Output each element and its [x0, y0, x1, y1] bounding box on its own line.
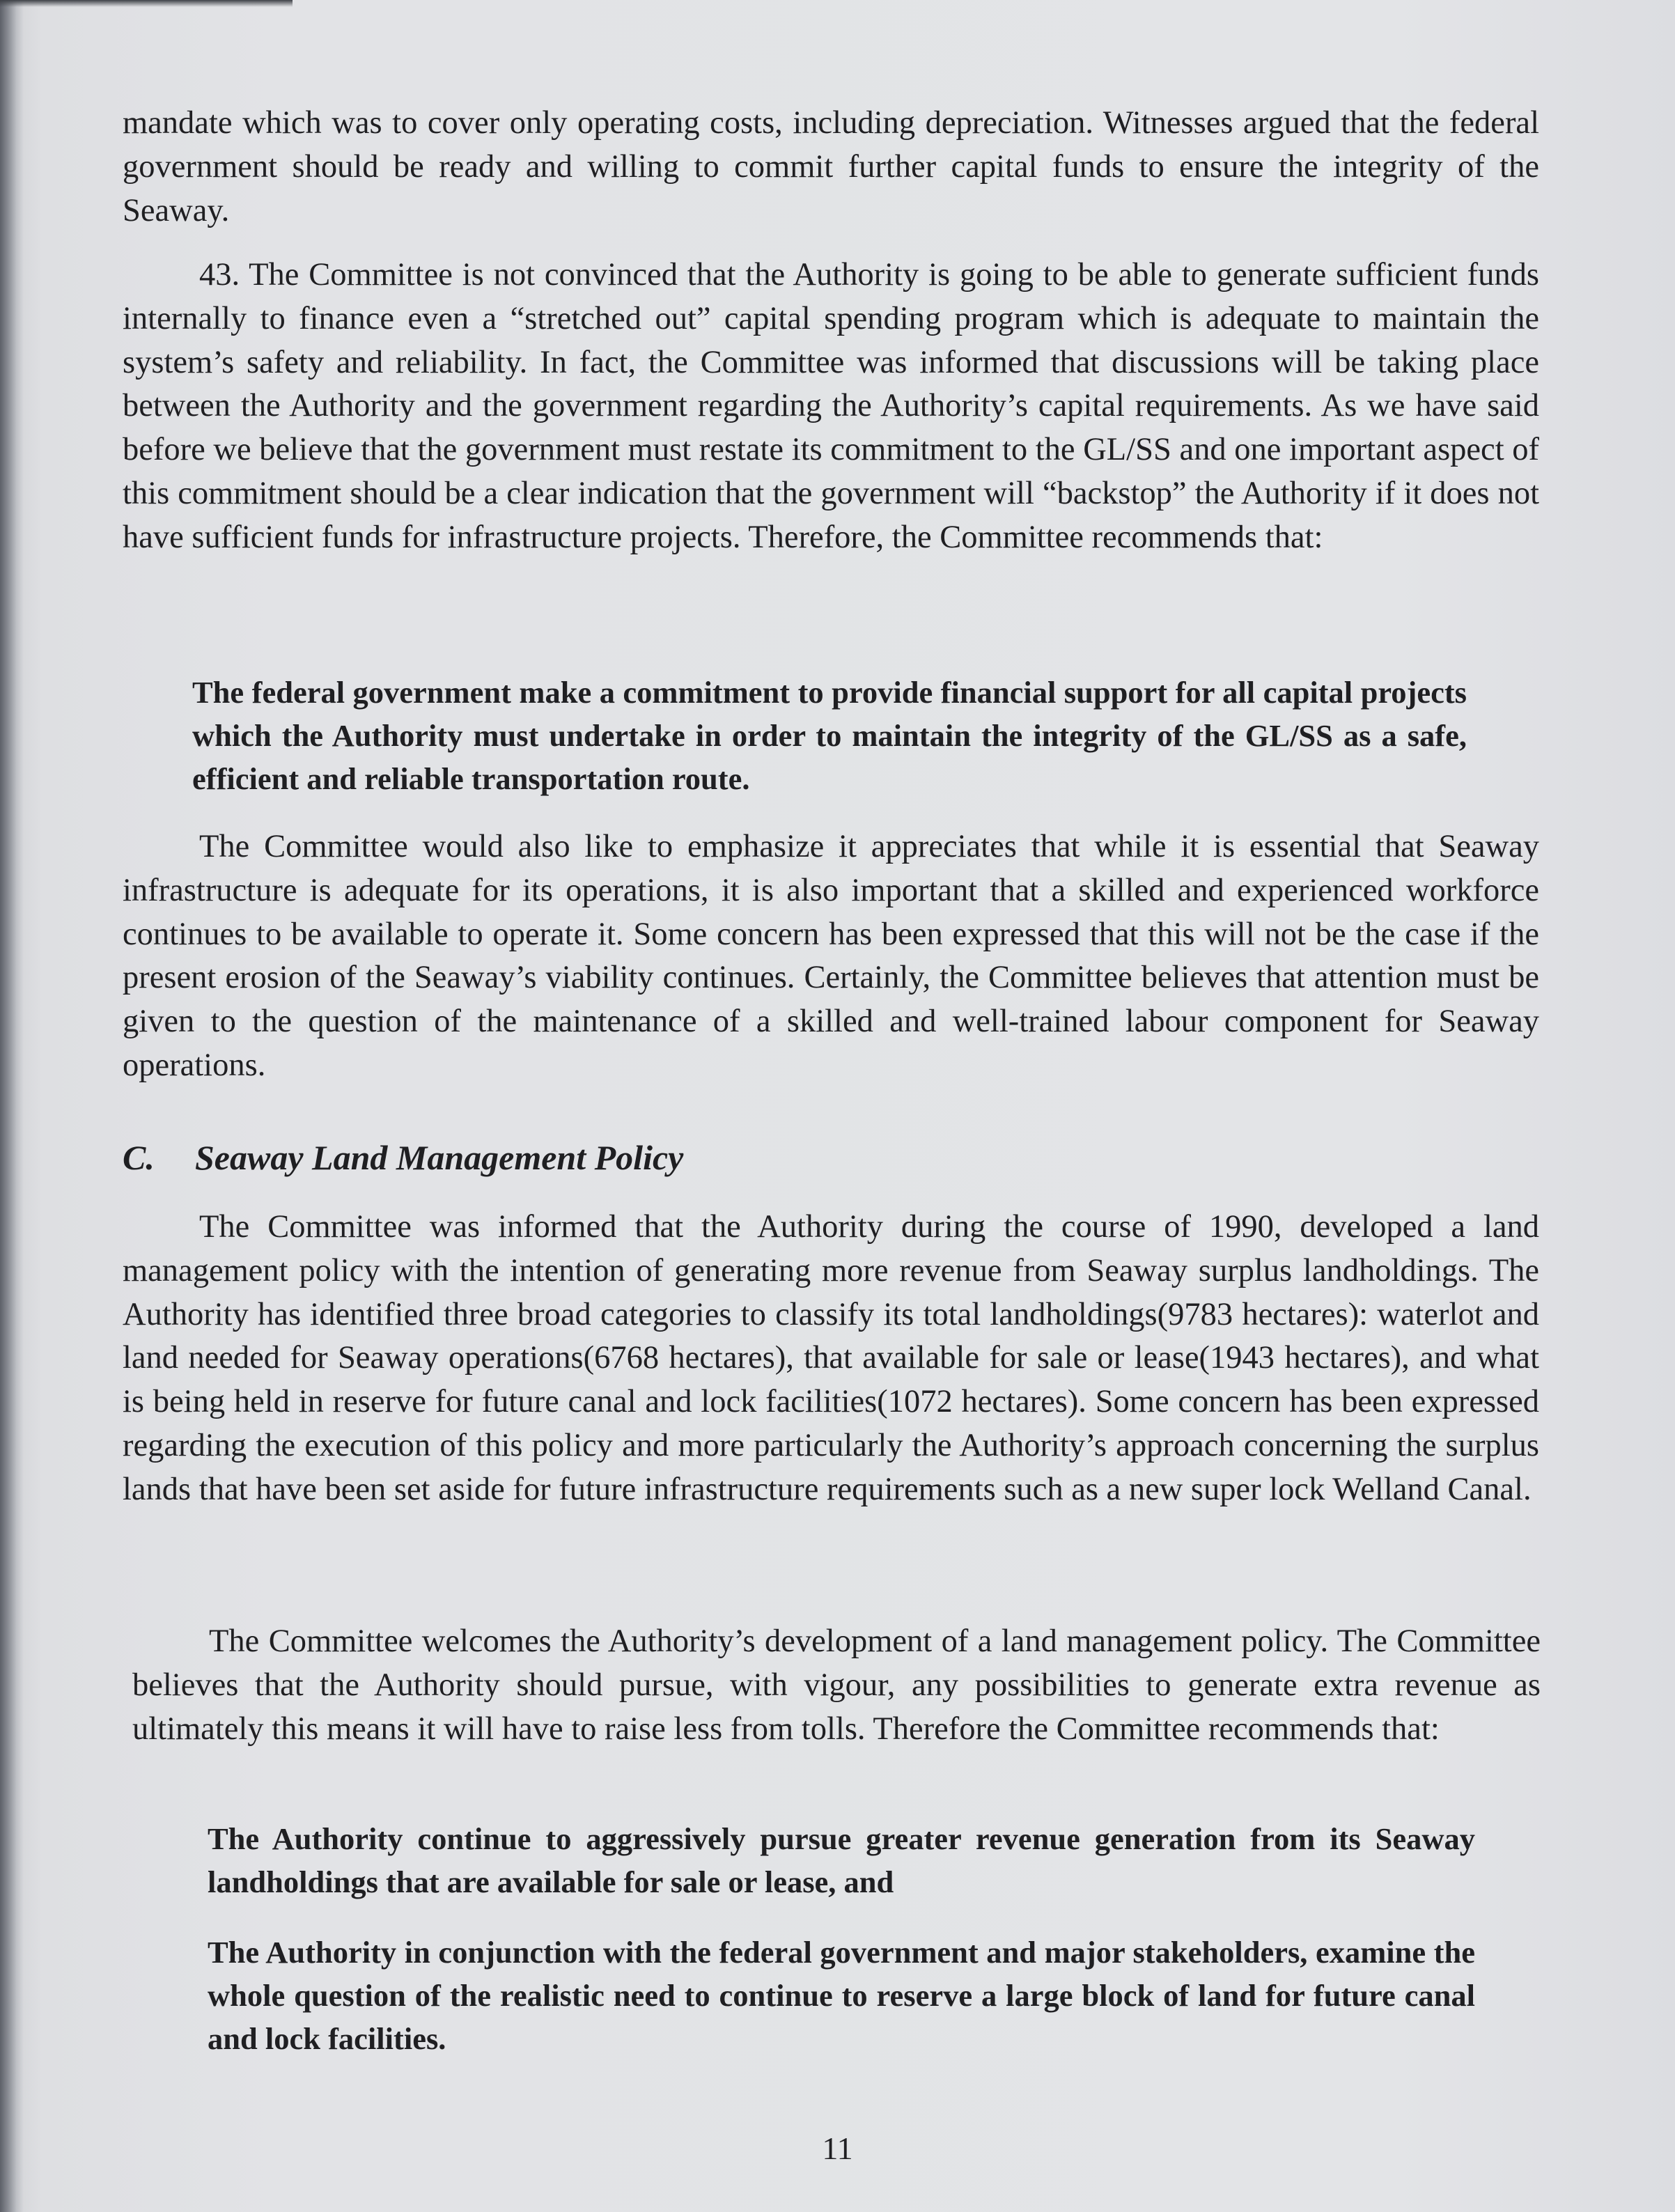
section-heading [123, 1137, 683, 1178]
recommendation-land-reserve: The Authority in conjunction with the federal government and major stakeholders, examine the whole question of the realistic need to continue to reserve a large block of land for future canal and lock facilities. [208, 1935, 1475, 2056]
paragraph-continuation: mandate which was to cover only operating costs, including depreciation. Witnesses argued that the federal government should be ready and willing to commit further capital funds to ensure the integrity of the Seaway. [123, 105, 1539, 228]
paragraph-workforce: The Committee would also like to emphasize it appreciates that while it is essential that Seaway infrastructure is adequate for its operations, it is also important that a skilled and experienced workforce continues to be available to operate it. Some concern has been expressed that this will not be the case if the present erosion of the Seaway’s viability continues. Certainly, the Committee believes that attention must be given to the question of the maintenance of a skilled and well-trained labour component for Seaway operations. [123, 829, 1539, 1083]
binding-shadow [0, 0, 24, 2212]
top-edge-shadow [0, 0, 293, 7]
paragraph-43: 43. The Committee is not convinced that the Authority is going to be able to generate sufficient funds internally to finance even a “stretched out” capital spending program which is adequate to maintain the system’s safety and reliability. In fact, the Committee was informed that discussions will be taking place between the Authority and the government regarding the Authority’s capital requirements. As we have said before we believe that the government must restate its commitment to the GL/SS and one important aspect of this commitment should be a clear indication that the government will “backstop” the Authority if it does not have sufficient funds for infrastructure projects. Therefore, the Committee recommends that: [123, 257, 1539, 555]
paragraph-committee-welcomes: The Committee welcomes the Authority’s development of a land management policy. The Committee believes that the Authority should pursue, with vigour, any possibilities to generate extra revenue as ultimately this means it will have to raise less from tolls. Therefore the Committee recommends that: [132, 1623, 1541, 1747]
page-number: 11 [822, 2131, 853, 2166]
section-letter: C. [123, 1138, 155, 1177]
paragraph-land-policy: The Committee was informed that the Authority during the course of 1990, developed a land management policy with the intention of generating more revenue from Seaway surplus landholdings. The Authority has identified three broad categories to classify its total landholdings(9783 hectares): waterlot and land needed for Seaway operations(6768 hectares), that available for sale or lease(1943 hectares), and what is being held in reserve for future canal and lock facilities(1072 hectares). Some concern has been expressed regarding the execution of this policy and more particularly the Authority’s approach concerning the surplus lands that have been set aside for future infrastructure requirements such as a new super lock Welland Canal. [123, 1209, 1539, 1507]
section-title: Seaway Land Management Policy [195, 1138, 684, 1177]
recommendation-financial-support: The federal government make a commitment to provide financial support for all capital projects which the Authority must undertake in order to maintain the integrity of the GL/SS as a safe, efficient and reliable transportation route. [192, 675, 1467, 796]
recommendation-revenue-generation: The Authority continue to aggressively pursue greater revenue generation from its Seaway landholdings that are available for sale or lease, and [208, 1821, 1475, 1899]
